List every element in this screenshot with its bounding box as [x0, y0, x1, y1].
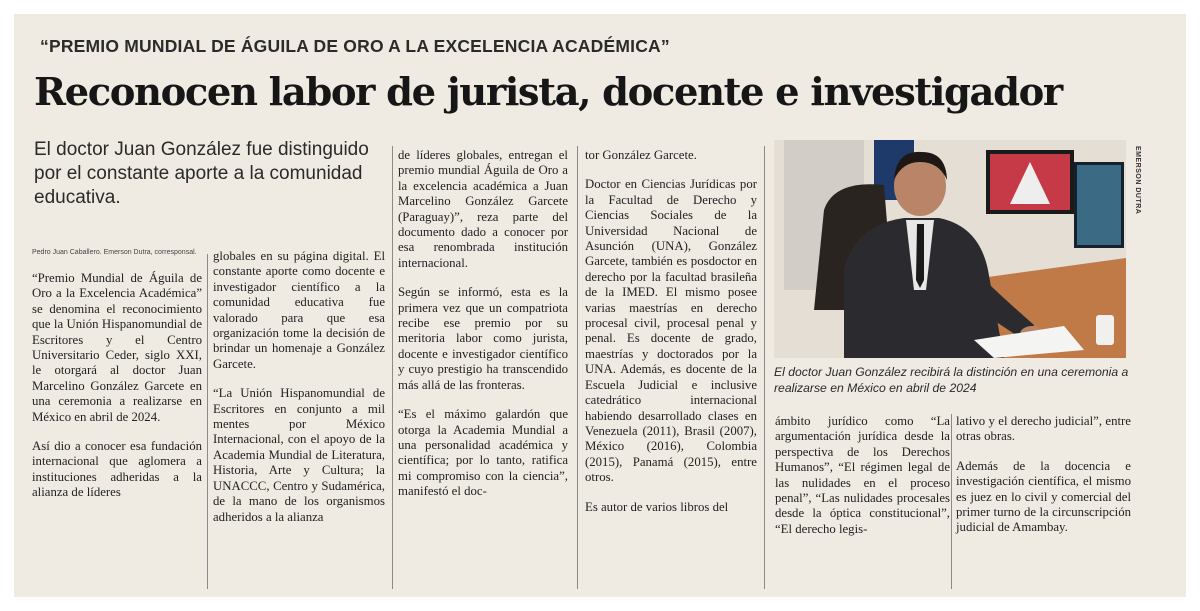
article-column-5 — [775, 414, 950, 537]
paragraph: Es autor de varios libros del — [585, 499, 729, 514]
paragraph: Además de la docencia e investigación científica, el mismo es juez en lo civil y comercial del primer turno de la circunscripción judicial de Amambay. — [956, 458, 1131, 535]
byline: Pedro Juan Caballero. Emerson Dutra, corresponsal. — [32, 249, 197, 256]
portrait-photo — [774, 140, 1126, 358]
photo-illustration — [774, 140, 1126, 358]
column-rule — [951, 414, 952, 589]
paragraph: Doctor en Ciencias Jurídicas por la Facultad de Derecho y Ciencias Sociales de la Universidad Nacional de Asunción (UNA), González Garcete, también es posdoctor en derecho por la facultad brasileña de la IMED. El mismo posee varias maestrías en derecho procesal civil, procesal penal y penal. Es docente de grado, maestrías y doctorados por la UNA. Además, es docente de la Escuela Judicial e inclusive catedrático internacional habiendo desarrollado clases en Venezuela (2011), Brasil (2007), México (2016), Colombia (2015), Panamá (2015), entre otros. — [585, 177, 757, 485]
paragraph: ámbito jurídico como “La argumentación jurídica desde la perspectiva de los Derechos Humanos”, “El régimen legal de las nulidades en el proceso penal”, “Las nulidades procesales desde la óptica constitucional”, “El derecho legis- — [775, 414, 950, 536]
paragraph: tor González Garcete. — [585, 148, 697, 162]
column-rule — [207, 254, 208, 589]
kicker: “PREMIO MUNDIAL DE ÁGUILA DE ORO A LA EXCELENCIA ACADÉMICA” — [40, 36, 670, 56]
article-column-2 — [213, 249, 385, 525]
paragraph: “La Unión Hispanomundial de Escritores en conjunto a mil mentes por México Internacional, con el apoyo de la Academia Mundial de Literatura, Historia, Arte y Cultura; la UNACCC, Centro y Sudamérica, de la mano de los organismos adheridos a la alianza — [213, 386, 385, 524]
dek-subtitle: El doctor Juan González fue distinguido por el constante aporte a la comunidad educativa. — [34, 139, 369, 208]
photo-credit: EMERSON DUTRA — [1134, 146, 1141, 215]
column-rule — [764, 146, 765, 589]
headline: Reconocen labor de jurista, docente e investigador — [34, 70, 1062, 115]
article-column-1 — [32, 271, 202, 501]
photo-caption: El doctor Juan González recibirá la distinción en una ceremonia a realizarse en México en abril de 2024 — [774, 365, 1129, 395]
newspaper-clipping — [14, 14, 1186, 597]
column-rule — [577, 146, 578, 589]
column-rule — [392, 146, 393, 589]
paragraph: lativo y el derecho judicial”, entre otras obras. — [956, 414, 1131, 444]
paragraph: Así dio a conocer esa fundación internacional que aglomera a instituciones adheridas a la alianza de líderes — [32, 439, 202, 500]
article-column-6 — [956, 414, 1131, 536]
paragraph: Según se informó, esta es la primera vez que un compatriota recibe ese premio por su meritoria labor como jurista, docente e investigador científico y cuyo prestigio ha transcendido más allá de las fronteras. — [398, 285, 568, 392]
paragraph: “Premio Mundial de Águila de Oro a la Excelencia Académica” se denomina el reconocimiento que la Unión Hispanomundial de Escritores y el Centro Universitario Ceder, siglo XXI, le otorgará al doctor Juan Marcelino González Garcete en una ceremonia a realizarse en México en abril de 2024. — [32, 271, 202, 424]
paragraph: “Es el máximo galardón que otorga la Academia Mundial a una personalidad académica y científica; por lo tanto, ratifica mi compromiso con la ciencia”, manifestó el doc- — [398, 407, 568, 499]
paragraph: globales en su página digital. El constante aporte como docente e investigador científico a la comunidad educativa fue valorado para que esa organización tome la decisión de brindar un homenaje a González Garcete. — [213, 249, 385, 371]
paragraph: de líderes globales, entregan el premio mundial Águila de Oro a la excelencia académica a Juan Marcelino González Garcete (Paraguay)”, reza parte del documento dado a conocer por esa renombrada institución internacional. — [398, 148, 568, 270]
article-column-3 — [398, 148, 568, 500]
article-column-4 — [585, 148, 757, 515]
